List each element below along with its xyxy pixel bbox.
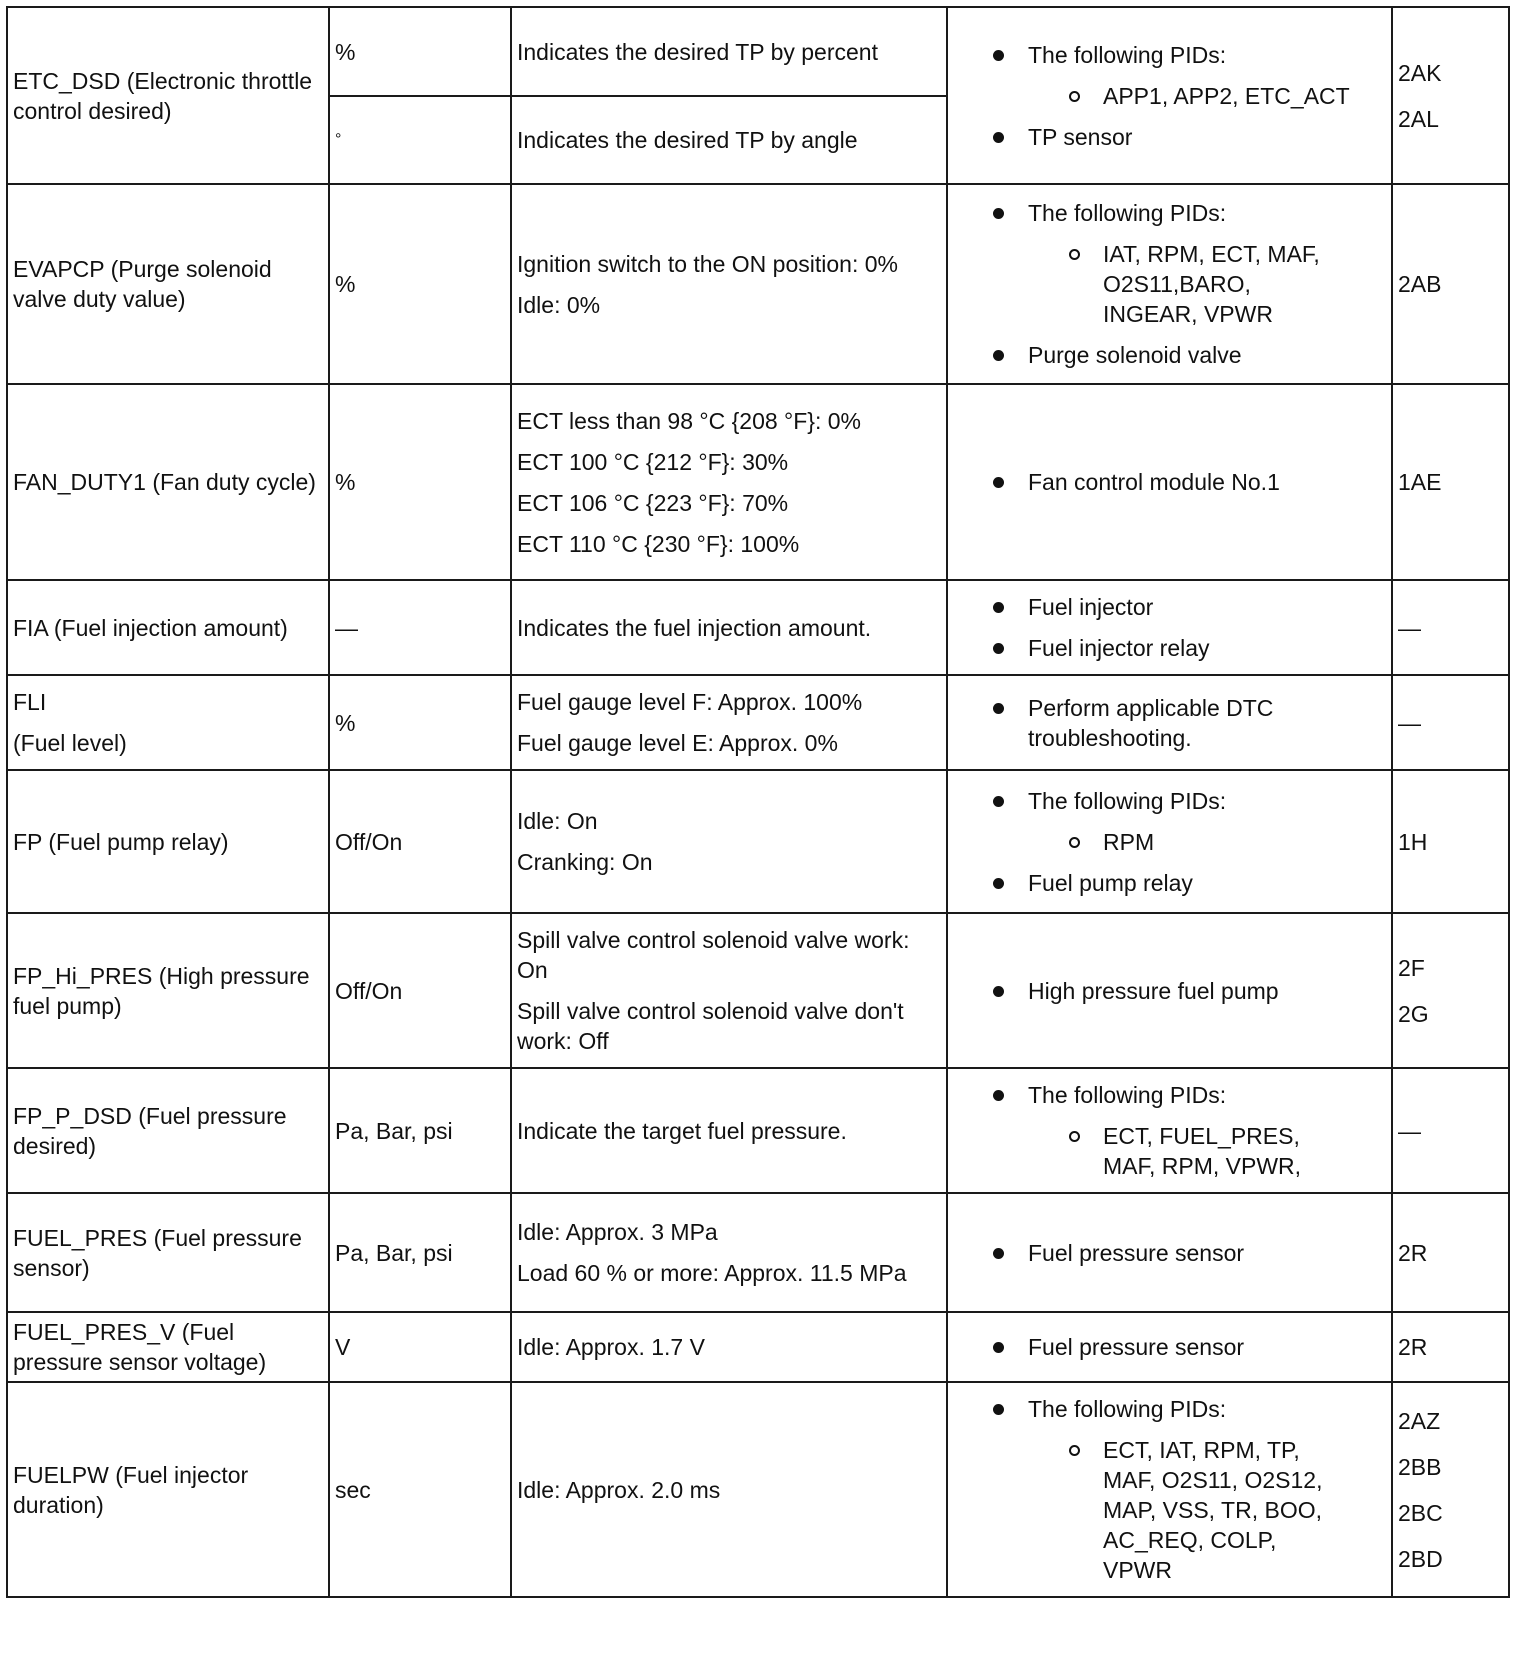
- table-row: [7, 1312, 1509, 1382]
- terminal-cell: [1392, 384, 1509, 580]
- unit-cell: %: [329, 184, 511, 384]
- condition-line: Fuel gauge level E: Approx. 0%: [517, 730, 838, 756]
- pid-name: FIA (Fuel injection amount): [7, 580, 329, 675]
- condition-line: Fuel gauge level F: Approx. 100%: [517, 689, 863, 715]
- table-row: [7, 184, 1509, 384]
- condition-line: ECT 110 °C {230 °F}: 100%: [517, 530, 800, 557]
- condition-cell: [511, 675, 947, 770]
- bullet-item: Fuel pressure sensor: [948, 1332, 1391, 1362]
- table-row: [7, 1068, 1509, 1193]
- table-row: [7, 675, 1509, 770]
- condition-cell: [511, 580, 947, 675]
- action-cell: [947, 675, 1392, 770]
- unit-cell: Off/On: [329, 913, 511, 1068]
- condition-line: Indicate the target fuel pressure.: [517, 1117, 847, 1144]
- condition-line: ECT less than 98 °C {208 °F}: 0%: [517, 407, 861, 434]
- terminal-cell: [1392, 913, 1509, 1068]
- terminal-cell: [1392, 1068, 1509, 1193]
- condition-line: ECT 100 °C {212 °F}: 30%: [517, 448, 789, 475]
- pid-table: [6, 6, 1510, 1598]
- condition-line: Idle: Approx. 3 MPa: [517, 1219, 718, 1245]
- table-row: [7, 1193, 1509, 1312]
- pid-name: EVAPCP (Purge solenoid valve duty value): [7, 184, 329, 384]
- pid-name: FUEL_PRES_V (Fuel pressure sensor voltage): [7, 1312, 329, 1382]
- table-row: [7, 770, 1509, 913]
- condition-line: Spill valve control solenoid valve work: On: [517, 927, 910, 983]
- pid-name: FP_P_DSD (Fuel pressure desired): [7, 1068, 329, 1193]
- sub-bullet-item: RPM: [948, 827, 1391, 857]
- action-cell: [947, 580, 1392, 675]
- bullet-item: Fuel pressure sensor: [948, 1238, 1391, 1268]
- unit-cell: sec: [329, 1382, 511, 1597]
- terminal-cell: [1392, 1382, 1509, 1597]
- sub-bullet-item: IAT, RPM, ECT, MAF, O2S11,BARO, INGEAR, VPWR: [948, 239, 1391, 329]
- condition-line: Indicates the fuel injection amount.: [517, 614, 872, 641]
- unit-cell: —: [329, 580, 511, 675]
- terminal-code: 2AK: [1398, 59, 1442, 86]
- terminal-cell: [1392, 184, 1509, 384]
- unit-cell: Off/On: [329, 770, 511, 913]
- terminal-cell: [1392, 770, 1509, 913]
- table-row: [7, 580, 1509, 675]
- bullet-item: The following PIDs:: [948, 198, 1391, 228]
- bullet-item: Fan control module No.1: [948, 467, 1391, 497]
- condition-cell: Indicates the desired TP by angle: [511, 96, 947, 184]
- condition-cell: [511, 1193, 947, 1312]
- terminal-code: —: [1398, 1117, 1421, 1144]
- terminal-code: —: [1398, 709, 1421, 736]
- condition-cell: [511, 770, 947, 913]
- table-row: [7, 384, 1509, 580]
- table-row: [7, 7, 1509, 96]
- pid-name-line: (Fuel level): [13, 730, 127, 756]
- unit-cell: %: [329, 675, 511, 770]
- condition-line: Idle: Approx. 1.7 V: [517, 1334, 705, 1360]
- terminal-code: 1H: [1398, 828, 1428, 855]
- bullet-item: The following PIDs:: [948, 786, 1391, 816]
- unit-cell: %: [329, 7, 511, 96]
- condition-line: Spill valve control solenoid valve don't work: Off: [517, 998, 904, 1054]
- bullet-item: Fuel injector: [948, 592, 1391, 622]
- terminal-cell: [1392, 580, 1509, 675]
- terminal-cell: [1392, 7, 1509, 184]
- bullet-item: Perform applicable DTC troubleshooting.: [948, 693, 1391, 753]
- terminal-cell: [1392, 1193, 1509, 1312]
- condition-line: Idle: On: [517, 808, 598, 834]
- terminal-code: 2AL: [1398, 105, 1439, 132]
- condition-line: Ignition switch to the ON position: 0%: [517, 250, 898, 277]
- pid-name: FP_Hi_PRES (High pressure fuel pump): [7, 913, 329, 1068]
- unit-cell: V: [329, 1312, 511, 1382]
- terminal-code: 2AB: [1398, 271, 1442, 297]
- condition-cell: [511, 913, 947, 1068]
- condition-cell: [511, 184, 947, 384]
- terminal-code: 2BD: [1398, 1545, 1443, 1572]
- action-cell: [947, 1193, 1392, 1312]
- table-row: [7, 1382, 1509, 1597]
- unit-cell: Pa, Bar, psi: [329, 1193, 511, 1312]
- pid-name: FP (Fuel pump relay): [7, 770, 329, 913]
- condition-cell: Indicates the desired TP by percent: [511, 7, 947, 96]
- bullet-item: Purge solenoid valve: [948, 340, 1391, 370]
- condition-cell: [511, 1068, 947, 1193]
- sub-bullet-item: APP1, APP2, ETC_ACT: [948, 81, 1391, 111]
- action-cell: [947, 384, 1392, 580]
- pid-name: ETC_DSD (Electronic throttle control desired): [7, 7, 329, 184]
- action-cell: [947, 913, 1392, 1068]
- unit-cell: °: [329, 96, 511, 184]
- bullet-item: Fuel pump relay: [948, 868, 1391, 898]
- bullet-item: The following PIDs:: [948, 1080, 1391, 1110]
- action-cell: [947, 1382, 1392, 1597]
- pid-name-line: FLI: [13, 689, 47, 715]
- pid-name: FUEL_PRES (Fuel pressure sensor): [7, 1193, 329, 1312]
- condition-line: Idle: Approx. 2.0 ms: [517, 1476, 721, 1503]
- condition-cell: [511, 1312, 947, 1382]
- pid-name: FUELPW (Fuel injector duration): [7, 1382, 329, 1597]
- bullet-item: High pressure fuel pump: [948, 976, 1391, 1006]
- bullet-item: The following PIDs:: [948, 1394, 1391, 1424]
- condition-line: ECT 106 °C {223 °F}: 70%: [517, 489, 789, 516]
- condition-line: Idle: 0%: [517, 291, 601, 318]
- terminal-code: 2R: [1398, 1334, 1428, 1360]
- condition-line: Cranking: On: [517, 849, 653, 875]
- terminal-cell: [1392, 1312, 1509, 1382]
- terminal-code: 2BC: [1398, 1499, 1443, 1526]
- unit-cell: Pa, Bar, psi: [329, 1068, 511, 1193]
- bullet-item: TP sensor: [948, 122, 1391, 152]
- pid-name: [7, 675, 329, 770]
- pid-name: FAN_DUTY1 (Fan duty cycle): [7, 384, 329, 580]
- unit-cell: %: [329, 384, 511, 580]
- action-cell: [947, 770, 1392, 913]
- action-cell: [947, 184, 1392, 384]
- action-cell: [947, 1068, 1392, 1193]
- sub-bullet-item: ECT, IAT, RPM, TP, MAF, O2S11, O2S12, MAP, VSS, TR, BOO, AC_REQ, COLP, VPWR: [948, 1435, 1391, 1585]
- bullet-item: The following PIDs:: [948, 40, 1391, 70]
- action-cell: [947, 1312, 1392, 1382]
- sub-bullet-item: ECT, FUEL_PRES, MAF, RPM, VPWR,: [948, 1121, 1391, 1181]
- terminal-cell: [1392, 675, 1509, 770]
- condition-cell: [511, 384, 947, 580]
- terminal-code: —: [1398, 614, 1421, 641]
- bullet-item: Fuel injector relay: [948, 633, 1391, 663]
- terminal-code: 2G: [1398, 1000, 1429, 1027]
- terminal-code: 2F: [1398, 954, 1425, 981]
- action-cell: [947, 7, 1392, 184]
- terminal-code: 2BB: [1398, 1453, 1442, 1480]
- condition-line: Load 60 % or more: Approx. 11.5 MPa: [517, 1260, 907, 1286]
- terminal-code: 2AZ: [1398, 1407, 1441, 1434]
- terminal-code: 1AE: [1398, 469, 1442, 495]
- table-row: [7, 913, 1509, 1068]
- terminal-code: 2R: [1398, 1239, 1428, 1266]
- condition-cell: [511, 1382, 947, 1597]
